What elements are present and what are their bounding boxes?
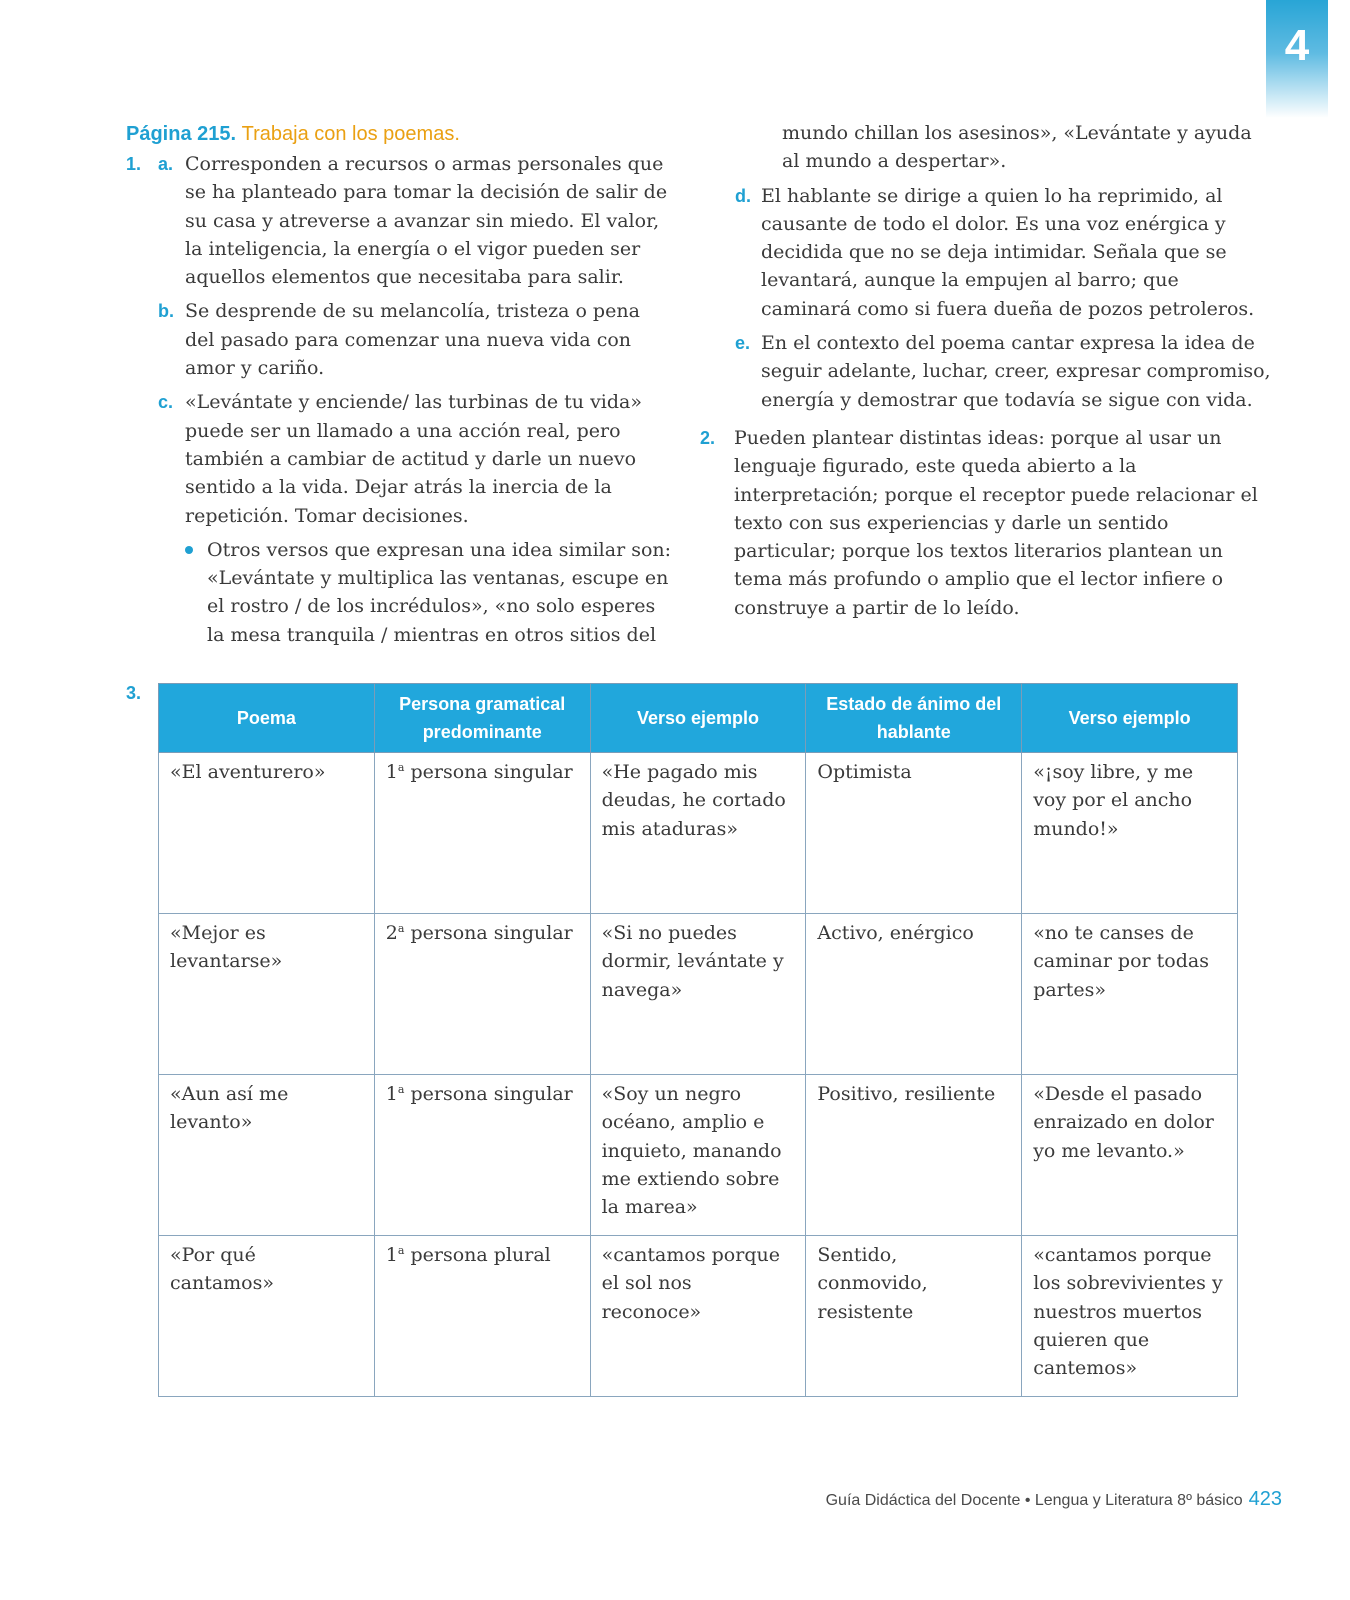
table-row xyxy=(159,1236,1238,1397)
left-column xyxy=(126,119,671,649)
right-column xyxy=(700,119,1273,622)
answer-1c-bullet xyxy=(126,536,671,649)
page-reference: Página 215. xyxy=(126,123,237,145)
answer-text-b: Se desprende de su melancolía, tristeza o pena del pasado para comenzar una nueva vida con amor y cariño. xyxy=(185,300,640,380)
persona-text: persona singular xyxy=(410,1083,573,1105)
question-number-2: 2. xyxy=(700,427,716,448)
answer-1d xyxy=(713,182,1273,323)
cell-animo: Optimista xyxy=(806,753,1022,914)
ordinal-suffix: a xyxy=(397,761,405,774)
cell-persona xyxy=(374,1236,590,1397)
header-poema: Poema xyxy=(159,684,375,753)
cell-animo: Sentido, conmovido, resistente xyxy=(806,1236,1022,1397)
ordinal: 1 xyxy=(385,1083,398,1105)
ordinal: 2 xyxy=(385,922,398,944)
cell-verso: «cantamos porque el sol nos reconoce» xyxy=(590,1236,806,1397)
answer-letter-e: e. xyxy=(735,333,751,354)
answer-text-a: Corresponden a recursos o armas personales que se ha planteado para tomar la decisión de salir de su casa y atreverse a avanzar sin miedo. El valor, la inteligencia, la energía o el vigor pueden ser aquellos elementos que necesitaba para salir. xyxy=(185,153,668,289)
answer-letter-b: b. xyxy=(158,301,174,322)
table-row xyxy=(159,914,1238,1075)
cell-verso-2: «cantamos porque los sobrevivientes y nuestros muertos quieren que cantemos» xyxy=(1022,1236,1238,1397)
answer-1e xyxy=(713,329,1273,414)
bullet-dot-icon xyxy=(185,546,193,554)
persona-text: persona singular xyxy=(410,761,573,783)
table-header-row xyxy=(159,684,1238,753)
cell-poema: «Mejor es levantarse» xyxy=(159,914,375,1075)
chapter-tab: 4 xyxy=(1266,0,1328,118)
answer-letter-d: d. xyxy=(735,185,751,206)
persona-text: persona singular xyxy=(410,922,573,944)
page-footer xyxy=(826,1488,1282,1511)
cell-verso-2: «¡soy libre, y me voy por el ancho mundo!» xyxy=(1022,753,1238,914)
section-title: Trabaja con los poemas. xyxy=(241,123,460,145)
header-animo: Estado de ánimo del hablante xyxy=(806,684,1022,753)
poem-analysis-table xyxy=(158,683,1238,1397)
bullet-continuation: mundo chillan los asesinos», «Levántate y ayuda al mundo a despertar». xyxy=(782,122,1252,173)
answer-text-2: Pueden plantear distintas ideas: porque al usar un lenguaje figurado, este queda abierto a la interpretación; porque el receptor puede relacionar el texto con sus experiencias y darle un sentido particular; porque los textos literarios plantean un tema más profundo o amplio que el lector infiere o construye a partir de lo leído. xyxy=(734,426,1258,619)
header-verso: Verso ejemplo xyxy=(590,684,806,753)
answer-2 xyxy=(700,424,1273,622)
footer-text: Guía Didáctica del Docente • Lengua y Literatura 8º básico xyxy=(825,1492,1243,1509)
cell-verso-2: «Desde el pasado enraizado en dolor yo me levanto.» xyxy=(1022,1075,1238,1236)
cell-animo: Activo, enérgico xyxy=(806,914,1022,1075)
answer-1a xyxy=(126,150,671,291)
question-number-1: 1. xyxy=(126,154,142,174)
table-row xyxy=(159,1075,1238,1236)
ordinal-suffix: a xyxy=(397,922,405,935)
answer-letter-c: c. xyxy=(158,392,174,413)
cell-verso: «He pagado mis deudas, he cortado mis ataduras» xyxy=(590,753,806,914)
answer-1c xyxy=(126,388,671,529)
cell-verso: «Si no puedes dormir, levántate y navega» xyxy=(590,914,806,1075)
cell-poema: «Por qué cantamos» xyxy=(159,1236,375,1397)
cell-poema: «Aun así me levanto» xyxy=(159,1075,375,1236)
ordinal-suffix: a xyxy=(397,1244,405,1257)
cell-persona xyxy=(374,753,590,914)
ordinal: 1 xyxy=(385,761,398,783)
bullet-text: Otros versos que expresan una idea similar son: «Levántate y multiplica las ventanas, escupe en el rostro / de los incrédulos», «no solo esperes la mesa tranquila / mientras en otros sitios del xyxy=(207,538,672,646)
persona-text: persona plural xyxy=(410,1244,551,1266)
answer-text-e: En el contexto del poema cantar expresa la idea de seguir adelante, luchar, creer, expresar compromiso, energía y demostrar que todavía se sigue con vida. xyxy=(761,332,1271,411)
table-row xyxy=(159,753,1238,914)
ordinal-suffix: a xyxy=(397,1083,405,1096)
header-verso-2: Verso ejemplo xyxy=(1022,684,1238,753)
cell-persona xyxy=(374,914,590,1075)
page-number: 423 xyxy=(1248,1488,1282,1510)
header-persona: Persona gramatical predominante xyxy=(374,684,590,753)
section-heading xyxy=(126,119,671,149)
answer-text-c: «Levántate y enciende/ las turbinas de tu vida» puede ser un llamado a una acción real, pero también a cambiar de actitud y darle un nuevo sentido a la vida. Dejar atrás la inercia de la repetición. Tomar decisiones. xyxy=(185,391,642,527)
cell-verso: «Soy un negro océano, amplio e inquieto, manando me extiendo sobre la marea» xyxy=(590,1075,806,1236)
cell-verso-2: «no te canses de caminar por todas partes» xyxy=(1022,914,1238,1075)
answer-1b xyxy=(126,297,671,382)
question-number-3: 3. xyxy=(126,683,142,703)
cell-poema: «El aventurero» xyxy=(159,753,375,914)
ordinal: 1 xyxy=(385,1244,398,1266)
answer-text-d: El hablante se dirige a quien lo ha reprimido, al causante de todo el dolor. Es una voz enérgica y decidida que no se deja intimidar. Señala que se levantará, aunque la empujen al barro; que caminará como si fuera dueña de pozos petroleros. xyxy=(761,184,1255,320)
answer-letter-a: a. xyxy=(158,154,174,174)
cell-persona xyxy=(374,1075,590,1236)
cell-animo: Positivo, resiliente xyxy=(806,1075,1022,1236)
